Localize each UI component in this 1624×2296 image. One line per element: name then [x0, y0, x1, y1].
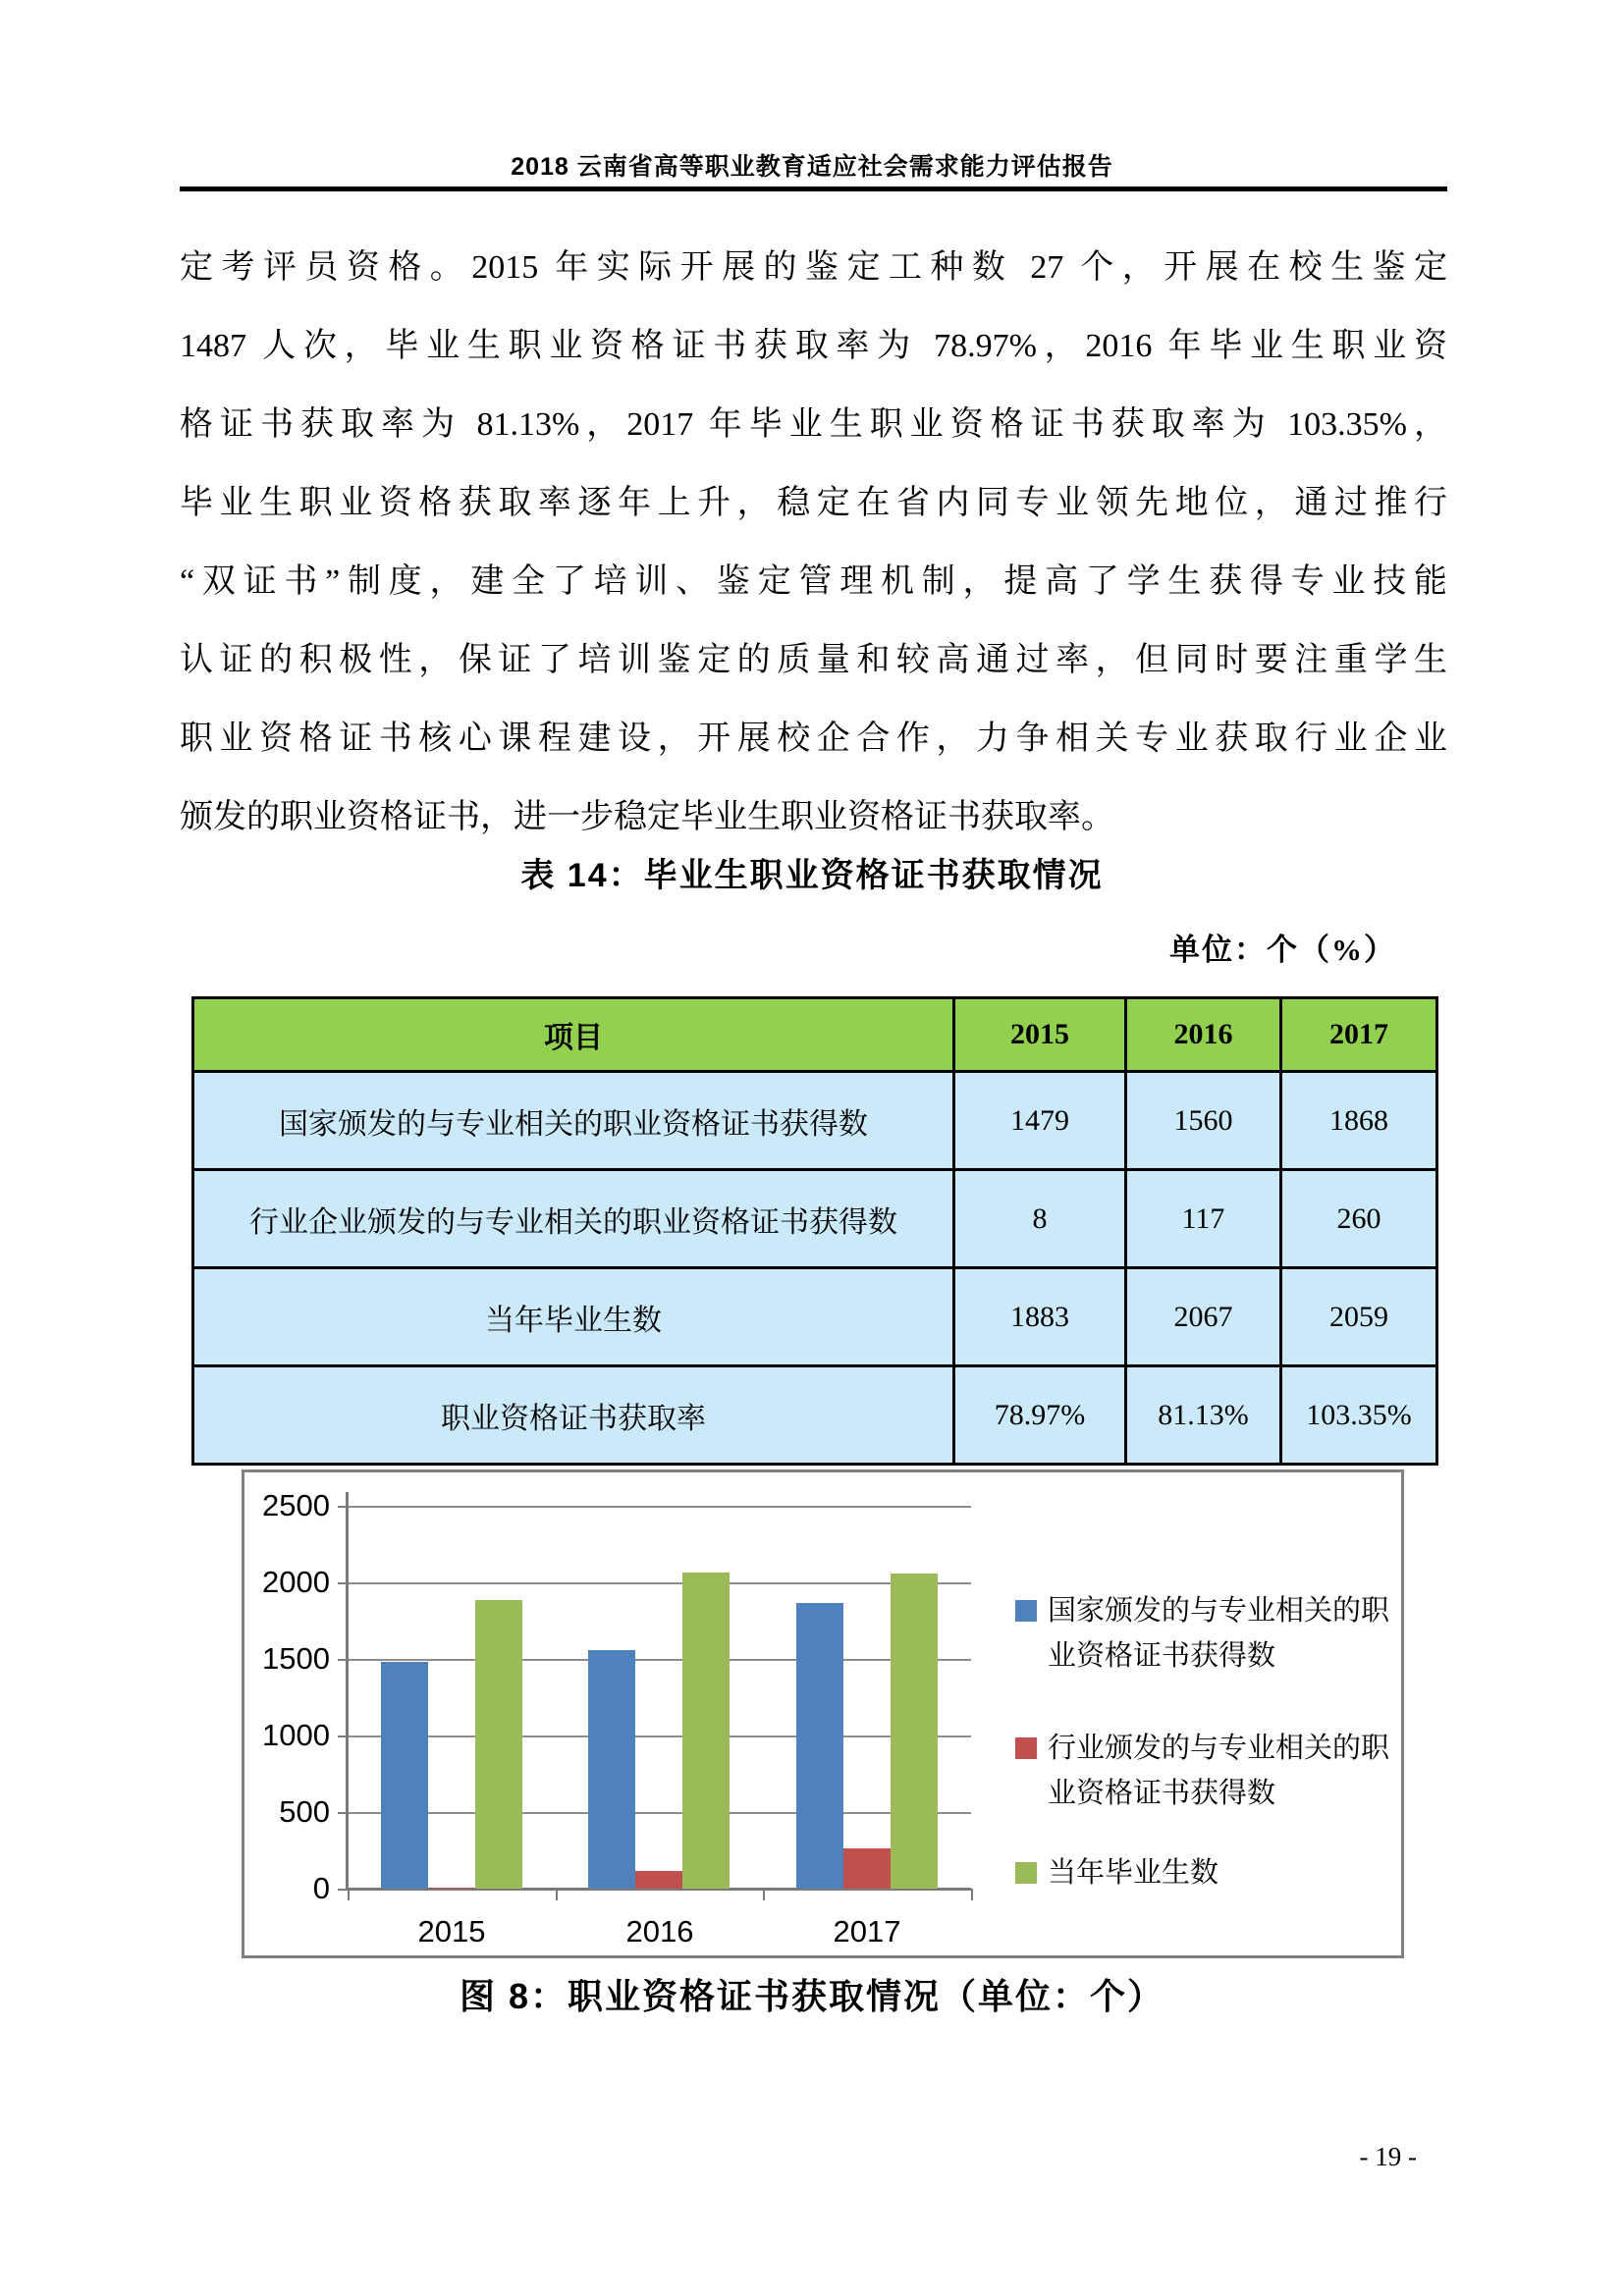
- legend-label: [1048, 1726, 1421, 1816]
- header-rule: [180, 187, 1447, 191]
- bar-series-1-2015: [428, 1888, 475, 1889]
- paragraph-line: 职业资格证书核心课程建设，开展校企合作，力争相关专业获取行业企业: [180, 721, 1447, 757]
- table-body: [193, 1072, 1437, 1465]
- table-header-cell: 2015: [954, 998, 1126, 1072]
- y-axis-label: 2500: [262, 1488, 330, 1522]
- legend-label-line: 当年毕业生数: [1048, 1857, 1219, 1889]
- y-axis-label: 0: [312, 1871, 330, 1905]
- x-axis-label: 2016: [625, 1914, 694, 1949]
- legend-swatch: [1015, 1862, 1037, 1884]
- x-axis-label: 2017: [833, 1914, 901, 1949]
- table-title: 表 14：毕业生职业资格证书获取情况: [520, 857, 1104, 894]
- table-header-row: [193, 998, 1437, 1072]
- row-value-cell: 117: [1126, 1170, 1281, 1268]
- table-row: [193, 1072, 1437, 1170]
- x-axis-tick: [556, 1889, 558, 1900]
- gridline: [348, 1812, 971, 1814]
- y-axis-label: 1000: [262, 1718, 330, 1752]
- paragraph-line: 认证的积极性，保证了培训鉴定的质量和较高通过率，但同时要注重学生: [180, 642, 1447, 678]
- table-header-cell: 2016: [1126, 998, 1281, 1072]
- paragraph-line: 格证书获取率为 81.13%，2017 年毕业生职业资格证书获取率为 103.35%，: [180, 406, 1447, 443]
- paragraph-line: 1487 人次，毕业生职业资格证书获取率为 78.97%，2016 年毕业生职业资: [180, 328, 1447, 364]
- table-row: [193, 1268, 1437, 1366]
- legend-swatch: [1015, 1600, 1037, 1622]
- table-header-cell: 项目: [193, 998, 954, 1072]
- row-label-cell: 国家颁发的与专业相关的职业资格证书获得数: [193, 1072, 954, 1170]
- row-value-cell: 103.35%: [1281, 1366, 1437, 1465]
- paragraph-line: 颁发的职业资格证书，进一步稳定毕业生职业资格证书获取率。: [180, 799, 1114, 835]
- y-axis-label: 2000: [262, 1565, 330, 1599]
- gridline: [348, 1582, 971, 1584]
- gridline: [348, 1659, 971, 1661]
- legend-label-line: 行业颁发的与专业相关的职: [1048, 1733, 1390, 1764]
- y-axis-label: 1500: [262, 1641, 330, 1676]
- legend-label-line: 业资格证书获得数: [1048, 1640, 1276, 1672]
- bar-series-2-2015: [475, 1600, 522, 1889]
- legend-label: [1048, 1588, 1421, 1679]
- bar-series-1-2017: [843, 1848, 891, 1889]
- legend-swatch: [1015, 1737, 1037, 1759]
- y-axis-label: 500: [279, 1794, 330, 1829]
- bar-series-0-2016: [588, 1650, 635, 1889]
- bar-series-1-2016: [635, 1871, 682, 1889]
- chart-container: [242, 1469, 1404, 1958]
- bar-series-0-2015: [381, 1662, 428, 1889]
- legend-label: [1048, 1850, 1421, 1896]
- row-value-cell: 78.97%: [954, 1366, 1126, 1465]
- row-value-cell: 8: [954, 1170, 1126, 1268]
- table-row: [193, 1170, 1437, 1268]
- gridline: [348, 1506, 971, 1508]
- x-axis-label: 2015: [417, 1914, 486, 1949]
- x-axis-tick: [971, 1889, 973, 1900]
- row-label-cell: 当年毕业生数: [193, 1268, 954, 1366]
- page-number: - 19 -: [1359, 2142, 1417, 2171]
- row-label-cell: 职业资格证书获取率: [193, 1366, 954, 1465]
- legend-label-line: 国家颁发的与专业相关的职: [1048, 1595, 1390, 1627]
- bar-series-2-2016: [682, 1573, 730, 1889]
- row-value-cell: 81.13%: [1126, 1366, 1281, 1465]
- row-value-cell: 260: [1281, 1170, 1437, 1268]
- row-label-cell: 行业企业颁发的与专业相关的职业资格证书获得数: [193, 1170, 954, 1268]
- row-value-cell: 1560: [1126, 1072, 1281, 1170]
- paragraph-line: 毕业生职业资格获取率逐年上升，稳定在省内同专业领先地位，通过推行: [180, 485, 1447, 521]
- chart-plot: [244, 1472, 1401, 1955]
- figure-caption: 图 8：职业资格证书获取情况（单位：个）: [459, 1976, 1165, 2016]
- row-value-cell: 2067: [1126, 1268, 1281, 1366]
- row-value-cell: 1479: [954, 1072, 1126, 1170]
- row-value-cell: 2059: [1281, 1268, 1437, 1366]
- gridline: [348, 1735, 971, 1737]
- y-axis-line: [346, 1492, 349, 1891]
- row-value-cell: 1868: [1281, 1072, 1437, 1170]
- legend-label-line: 业资格证书获得数: [1048, 1778, 1276, 1809]
- paragraph-line: 定考评员资格。2015 年实际开展的鉴定工种数 27 个，开展在校生鉴定: [180, 249, 1447, 286]
- body-paragraph: [180, 229, 1447, 857]
- table-row: [193, 1366, 1437, 1465]
- x-axis-tick: [763, 1889, 765, 1900]
- bar-series-0-2017: [796, 1603, 843, 1889]
- page-header-title: 2018 云南省高等职业教育适应社会需求能力评估报告: [511, 153, 1113, 181]
- table-header-cell: 2017: [1281, 998, 1437, 1072]
- x-axis-tick: [348, 1889, 350, 1900]
- table-unit-note: 单位：个（%）: [1169, 933, 1396, 967]
- certificate-table: [191, 996, 1438, 1466]
- bar-series-2-2017: [891, 1574, 938, 1889]
- row-value-cell: 1883: [954, 1268, 1126, 1366]
- paragraph-line: “双证书”制度，建全了培训、鉴定管理机制，提高了学生获得专业技能: [180, 563, 1447, 600]
